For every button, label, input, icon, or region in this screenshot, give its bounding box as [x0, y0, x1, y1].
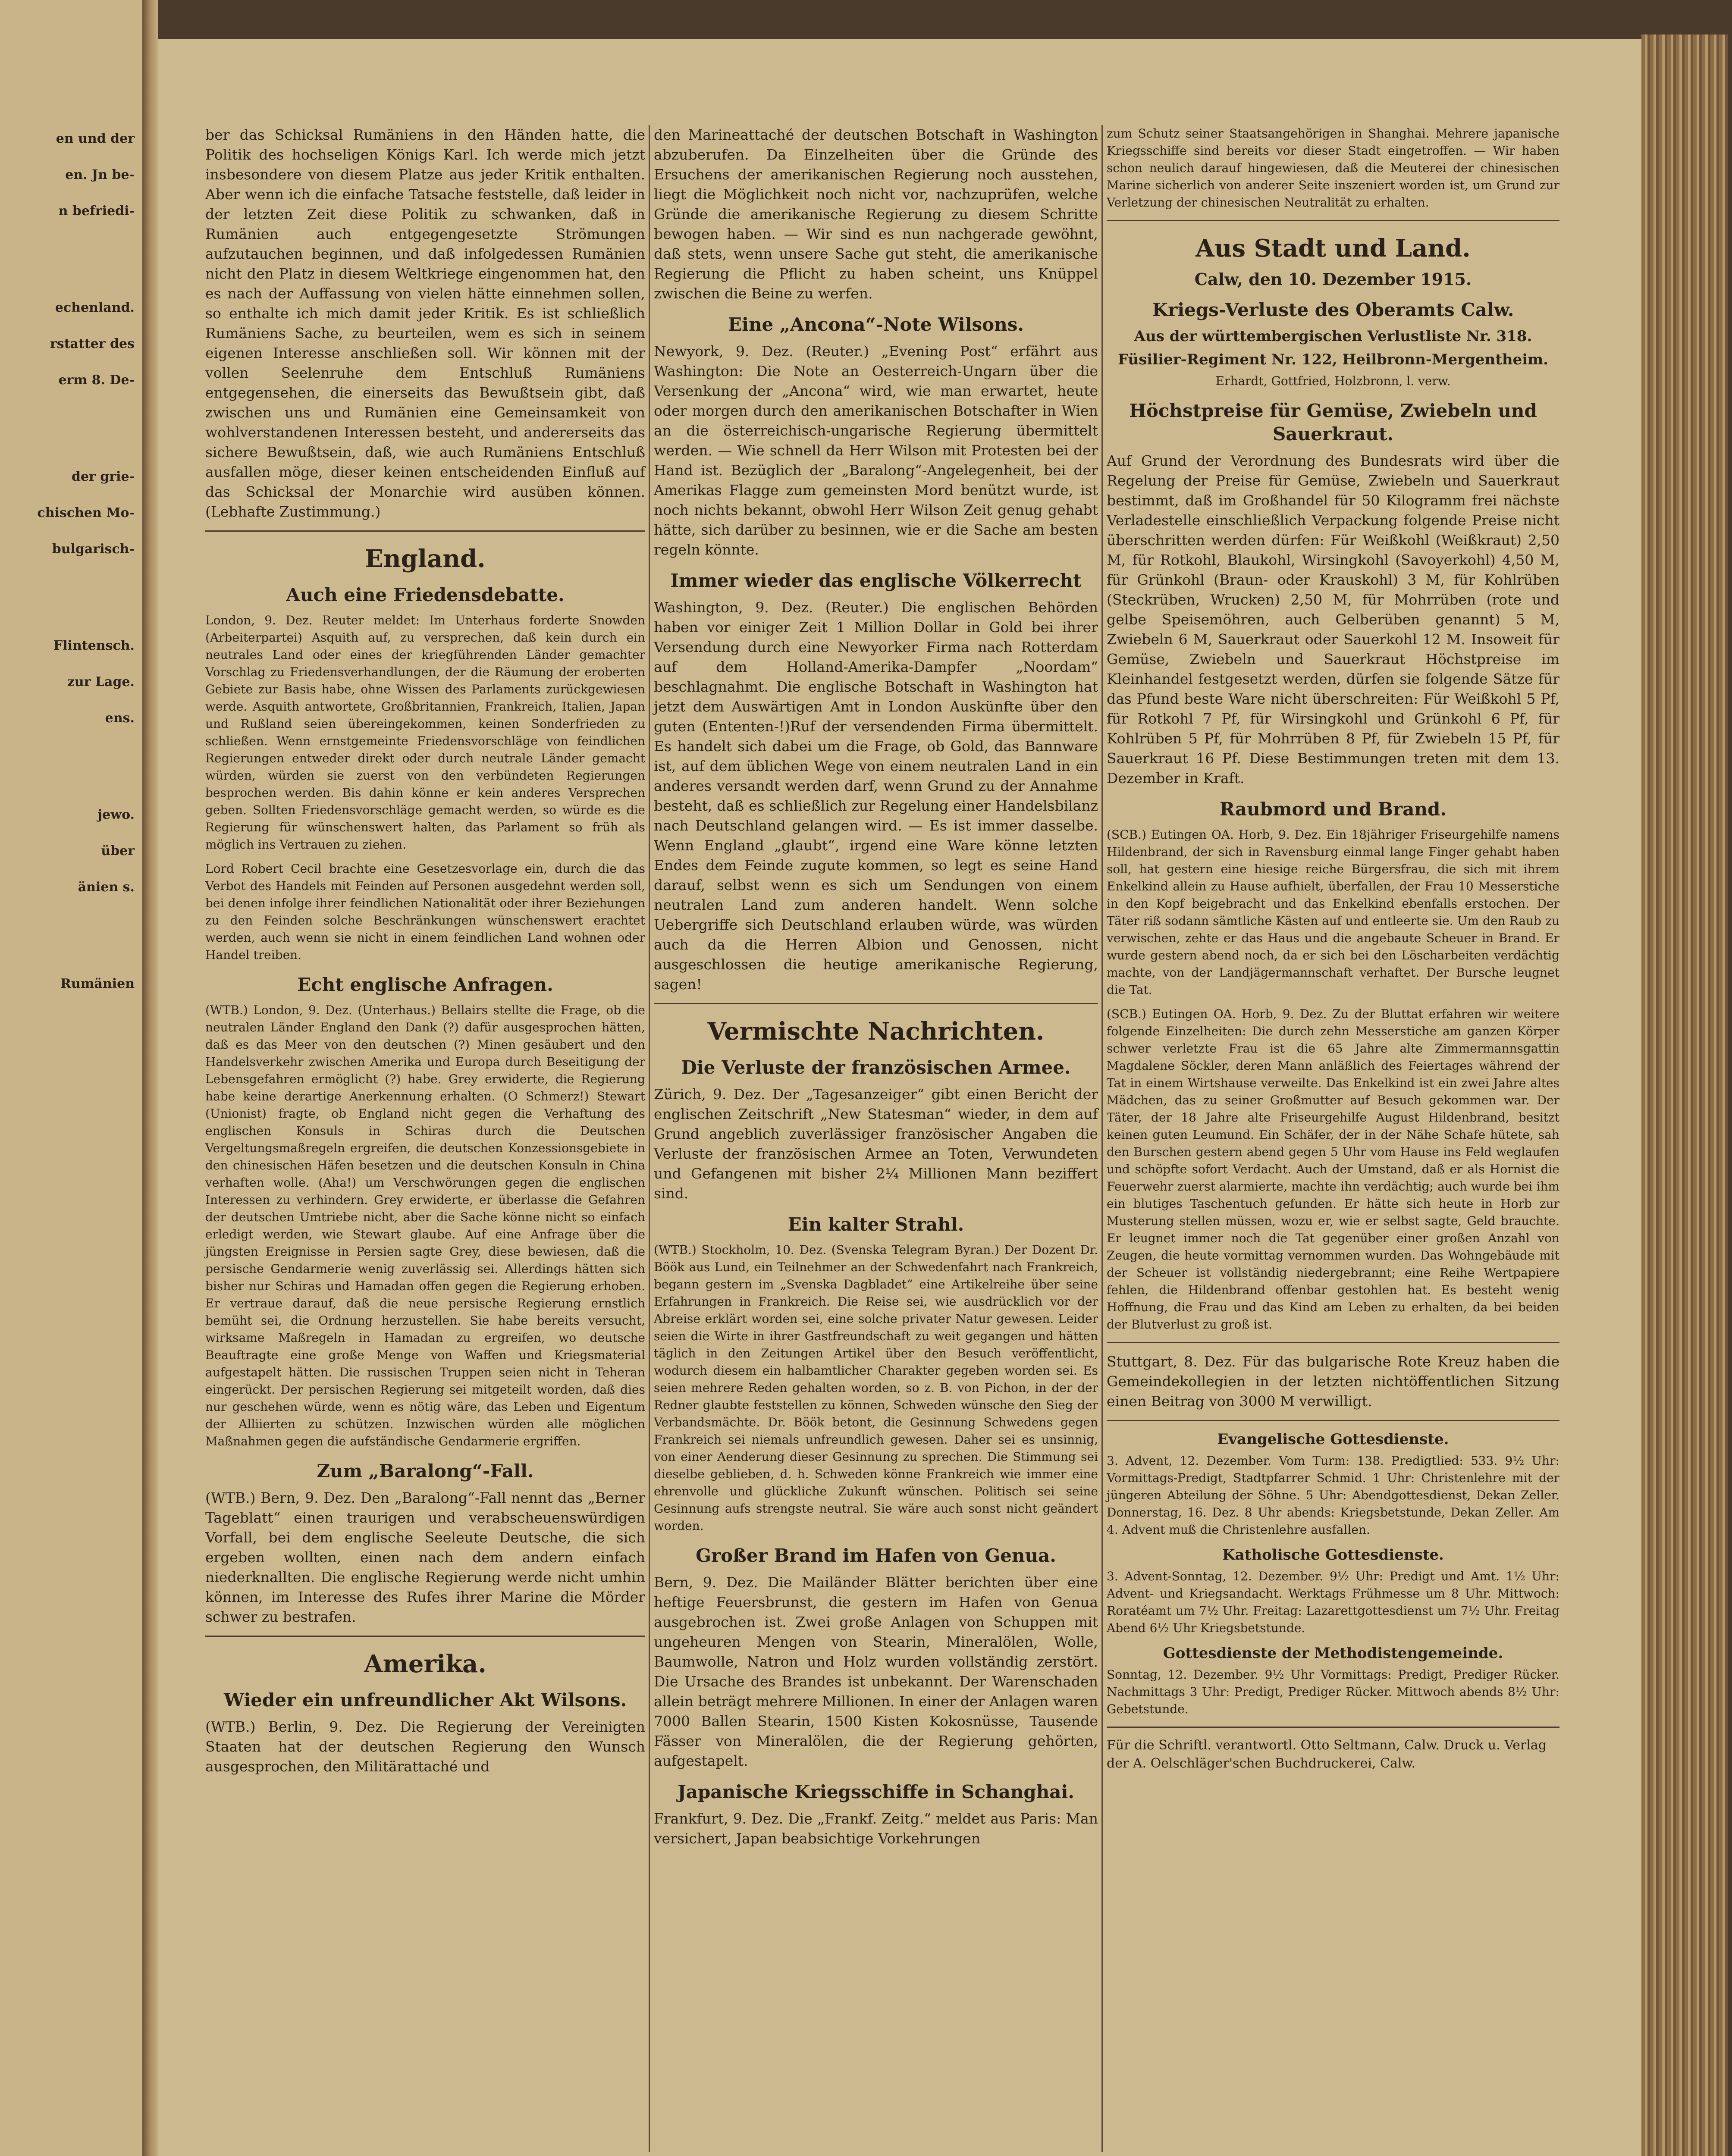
article-text: (WTB.) Berlin, 9. Dez. Die Regierung der Vereinigten Staaten hat der deutschen Regierung den Wunsch ausgesprochen, den Militärattaché und: [205, 1718, 645, 1775]
section-heading: Amerika.: [364, 1650, 486, 1678]
section-heading: Vermischte Nachrichten.: [707, 1017, 1045, 1046]
section-heading: Aus Stadt und Land.: [1195, 234, 1471, 263]
previous-page-fragment: echenland.: [55, 300, 135, 315]
previous-page-fragment: erm 8. De-: [58, 373, 135, 388]
column-rule: [649, 125, 650, 2152]
notice-heading: Evangelische Gottesdienste.: [1217, 1431, 1449, 1448]
section-rule: [1107, 220, 1559, 221]
article-text: Zürich, 9. Dez. Der „Tagesanzeiger“ gibt einen Bericht der englischen Zeitschrift „New Statesman“ wieder, in dem auf Grund angeblich zuverlässiger französischer Angaben die Verluste der französischen Armee an Toten, Verwundeten und Gefangenen mit bisher 2¼ Millionen Mann beziffert sind.: [654, 1086, 1098, 1202]
article-text: Washington, 9. Dez. (Reuter.) Die englischen Behörden haben vor einiger Zeit 1 Million Dollar in Gold bei ihrer Versendung durch eine Newyorker Firma nach Rotterdam auf dem Holland-Amerika-Dampfer „Noordam“ beschlagnahmt. Die englische Botschaft in Washington hat jetzt dem Auswärtigen Amt in London Auskünfte über den guten (Ententen-!)Ruf der versendenden Firma übermittelt. Es handelt sich dabei um die Frage, ob Gold, das Bannware ist, auf dem üblichen Wege von einem neutralen Land in ein anderes versandt werden darf, wenn Grund zu der Annahme besteht, daß es schließlich zur Regelung einer Handelsbilanz nach Deutschland gelangen wird. — Es ist immer dasselbe. Wenn England „glaubt“, irgend eine Ware könne letzten Endes dem Feinde zugute kommen, so legt es seine Hand darauf, selbst wenn es sich um Sendungen von einem neutralen Land zum anderen handelt. Wenn solche Uebergriffe sich Deutschland erlauben würde, was würden auch da die Herren Albion und Genossen, nicht ausgeschlossen die heutige amerikanische Regierung, sagen!: [654, 599, 1098, 993]
article-heading: Wieder ein unfreundlicher Akt Wilsons.: [223, 1689, 627, 1711]
article-text: (WTB.) Stockholm, 10. Dez. (Svenska Telegram Byran.) Der Dozent Dr. Böök aus Lund, ein Teilnehmer an der Schwedenfahrt nach Frankreich, begann gestern im „Svenska Dagbladet“ eine Artikelreihe über seine Erfahrungen in Frankreich. Die Reise sei, wie ausdrücklich vor der Abreise erklärt worden sei, eine solche privater Natur gewesen. Leider seien die Wirte in ihrer Gastfreundschaft zu weit gegangen und hätten täglich in den Zeitungen Artikel über den Besuch veröffentlicht, wodurch diesem ein halbamtlicher Charakter gegeben worden sei. Es seien mehrere Reden gehalten worden, so z. B. von Pichon, in der der Redner glaubte feststellen zu können, Schweden wünsche den Sieg der Verbandsmächte. Dr. Böök betont, die Gesinnung Schwedens gegen Frankreich sei niemals unfreundlich gewesen. Daher sei es unsinnig, von einer Aenderung dieser Gesinnung zu sprechen. Die Stimmung sei dieselbe geblieben, d. h. Schweden könne Frankreich wie immer eine ehrenvolle und glückliche Zukunft wünschen. Politisch sei seine Gesinnung aufs strengste neutral. Sie wäre auch sonst nicht geändert worden.: [654, 1243, 1098, 1533]
casualty-entry: Erhardt, Gottfried, Holzbronn, l. verw.: [1215, 374, 1451, 388]
previous-page-fragment: der grie-: [71, 469, 135, 484]
book-gutter: [142, 0, 158, 2156]
article-text: zum Schutz seiner Staatsangehörigen in Shanghai. Mehrere japanische Kriegsschiffe sind bereits vor dieser Stadt eingetroffen. — Wir haben schon neulich darauf hingewiesen, daß die Meuterei der chinesischen Marine sicherlich von anderer Seite inszeniert worden ist, um Grund zur Verletzung der chinesischen Neutralität zu erhalten.: [1107, 126, 1559, 210]
section-rule: [205, 1636, 645, 1637]
article-text: ber das Schicksal Rumäniens in den Händen hatte, die Politik des hochseligen Königs Karl. Ich werde mich jetzt insbesondere von diesem Platze aus jeder Kritik enthalten. Aber wenn ich die einfache Tatsache feststelle, daß leider in der letzten Zeit diese Politik zu schwanken, daß in Rumänien auch entgegengesetzte Strömungen aufzutauchen beginnen, und daß infolgedessen Rumänien nicht den Platz in diesem Weltkriege eingenommen hat, den es nach der Auffassung von vielen hätte einnehmen sollen, so enthalte ich mich damit jeder Kritik. Es ist schließlich Rumäniens Sache, zu beurteilen, wem es sich in seinem eigenen Interesse anschließen soll. Wir können mit der vollen Seelenruhe dem Entschluß Rumäniens entgegensehen, die einerseits das Bewußtsein gibt, daß zwischen uns und Rumänien eine Gemeinsamkeit von wohlverstandenen Interessen besteht, und andererseits das sichere Bewußtsein, daß, wie auch Rumäniens Entschluß ausfallen möge, dieser keinen entscheidenden Einfluß auf das Schicksal der Monarchie wird ausüben können. (Lebhafte Zustimmung.): [205, 126, 645, 520]
previous-page-fragment: jewo.: [97, 807, 135, 822]
article-text: (SCB.) Eutingen OA. Horb, 9. Dez. Zu der Bluttat erfahren wir weitere folgende Einzelheiten: Die durch zehn Messerstiche am ganzen Körper schwer verletzte Frau ist die 65 Jahre alte Zimmermannsgattin Magdalene Söckler, deren Mann anläßlich des Feiertages während der Tat in einem Wirtshause verweilte. Das Enkelkind ist ein zwei Jahre altes Mädchen, das zu seiner Großmutter auf Besuch gekommen war. Der Täter, der 18 Jahre alte Friseurgehilfe August Hildenbrand, besitzt keinen guten Leumund. Ein Schäfer, der in der Nähe Schafe hütete, sah den Burschen gestern abend gegen 5 Uhr vom Hause ins Feld weglaufen und schöpfte sofort Verdacht. Auch der Umstand, daß er als Hornist die Feuerwehr zuerst alarmierte, machte ihn verdächtig; auch wurde bei ihm ein blutiges Taschentuch gefunden. Er hätte sich heute in Horb zur Musterung stellen müssen, wozu er, wie er selbst sagte, Geld brauchte. Er leugnet immer noch die Tat gegenüber einer großen Anzahl von Zeugen, die heute vormittag vernommen wurden. Das Wohngebäude mit der Scheuer ist vollständig niedergebrannt; eine Reihe Wertpapiere fehlen, die Hildenbrand offenbar gestohlen hat. Es besteht wenig Hoffnung, die Frau und das Kind am Leben zu erhalten, da bei beiden der Blutverlust zu groß ist.: [1107, 1007, 1559, 1332]
imprint: Für die Schriftl. verantwortl. Otto Seltmann, Calw. Druck u. Verlag der A. Oelschläger'schen Buchdruckerei, Calw.: [1107, 1738, 1547, 1771]
article-heading: Zum „Baralong“-Fall.: [317, 1460, 534, 1482]
previous-page-fragment: rstatter des: [50, 336, 135, 351]
page-edge-stack: [1641, 34, 1728, 2156]
article-heading: Die Verluste der französischen Armee.: [681, 1057, 1071, 1078]
notice-text: 3. Advent, 12. Dezember. Vom Turm: 138. Predigtlied: 533. 9½ Uhr: Vormittags-Predigt, Stadtpfarrer Schmid. 1 Uhr: Christenlehre mit der jüngeren Abteilung der Söhne. 5 Uhr: Abendgottesdienst, Dekan Zeller. Donnerstag, 16. Dez. 8 Uhr abends: Kriegsbetstunde, Dekan Zeller. Am 4. Advent muß die Christenlehre ausfallen.: [1107, 1454, 1559, 1537]
previous-page-fragment: en. Jn be-: [65, 167, 135, 182]
previous-page-fragment: chischen Mo-: [37, 505, 135, 520]
section-rule: [1107, 1420, 1559, 1421]
newspaper-page: [158, 39, 1641, 2156]
article-heading: Ein kalter Strahl.: [788, 1214, 964, 1235]
previous-page-fragments: [0, 0, 142, 993]
previous-page-fragment: änien s.: [78, 880, 135, 895]
article-subheading: Füsilier-Regiment Nr. 122, Heilbronn-Mergentheim.: [1117, 351, 1549, 368]
section-rule: [1107, 1727, 1559, 1728]
section-rule: [205, 530, 645, 532]
article-subheading: Aus der württembergischen Verlustliste Nr. 318.: [1134, 328, 1532, 345]
notice-heading: Katholische Gottesdienste.: [1222, 1546, 1444, 1564]
article-text: (WTB.) London, 9. Dez. (Unterhaus.) Bellairs stellte die Frage, ob die neutralen Länder England den Dank (?) dafür ausgesprochen hätten, daß es das Meer von den deutschen (?) Minen gesäubert und den Handelsverkehr zwischen Amerika und Europa durch Beseitigung der Lebensgefahren ermöglicht (?) habe. Grey erwiderte, die Regierung habe keine derartige Anerkennung erhalten. (O Schmerz!) Stewart (Unionist) fragte, ob England nicht gegen die Verhaftung des englischen Konsuls in Schiras durch die Deutschen Vergeltungsmaßregeln ergreifen, die deutschen Konzessionsgebiete in den chinesischen Häfen besetzen und die deutschen Konsuln in China verhaften wolle. (Aha!) um Verschwörungen gegen die englischen Interessen zu verhindern. Grey erwiderte, er überlasse die Gefahren der deutschen Umtriebe nicht, aber die Sache könne nicht so einfach erledigt werden, wie Stewart glaube. Auf eine Anfrage über die jüngsten Ereignisse in Persien sagte Grey, diese bewiesen, daß die persische Gendarmerie wenig zuverlässig sei. Allerdings hätten sich bisher nur Schiras und Hamadan offen gegen die Regierung erhoben. Er vertraue darauf, daß die neue persische Regierung ernstlich bemüht sei, die Ordnung herzustellen. Sie habe bereits versucht, wirksame Maßregeln in Hamadan zu ergreifen, wo deutsche Beauftragte eine große Menge von Waffen und Kriegsmaterial aufgestapelt hätten. Die russischen Truppen seien nicht in Teheran eingerückt. Der persischen Regierung sei mitgeteilt worden, daß dies nur geschehen würde, wenn es nötig wäre, das Leben und Eigentum der Alliierten zu schützen. Inzwischen würden alle möglichen Maßnahmen gegen die aufständische Gendarmerie ergriffen.: [205, 1003, 645, 1448]
article-text: (WTB.) Bern, 9. Dez. Den „Baralong“-Fall nennt das „Berner Tageblatt“ einen traurigen und verabscheuenswürdigen Vorfall, bei dem englische Seeleute Deutsche, die sich ergeben wollten, einen nach dem andern einfach niederknallten. Die englische Regierung werde nicht umhin können, im Interesse des Rufes ihrer Marine die Mörder schwer zu bestrafen.: [205, 1489, 645, 1625]
article-heading: Kriegs-Verluste des Oberamts Calw.: [1152, 299, 1514, 320]
article-heading: Großer Brand im Hafen von Genua.: [696, 1545, 1056, 1566]
previous-page-fragment: n befriedi-: [58, 204, 135, 219]
previous-page-edge: [0, 0, 142, 2156]
previous-page-fragment: zur Lage.: [67, 674, 135, 689]
article-heading: Japanische Kriegsschiffe in Schanghai.: [677, 1781, 1075, 1802]
article-text: Lord Robert Cecil brachte eine Gesetzesvorlage ein, durch die das Verbot des Handels mit Feinden auf Personen ausgedehnt werden soll, bei denen infolge ihrer feindlichen Nationalität oder ihrer Beziehungen zu den Feinden solche Beschränkungen wünschenswert erachtet werden, auch wenn sie nicht in einem feindlichen Land wohnen oder Handel treiben.: [205, 862, 645, 962]
article-heading: Echt englische Anfragen.: [297, 974, 553, 995]
previous-page-fragment: Rumänien: [60, 976, 135, 991]
previous-page-fragment: über: [101, 843, 135, 859]
article-text: London, 9. Dez. Reuter meldet: Im Unterhaus forderte Snowden (Arbeiterpartei) Asquith auf, zu versprechen, daß kein durch ein neutrales Land oder eines der kriegführenden Länder gemachter Vorschlag zu Friedensverhandlungen, der die Räumung der eroberten Gebiete zur Basis habe, ohne Wissen des Parlaments zurückgewiesen werde. Asquith antwortete, Großbritannien, Frankreich, Italien, Japan und Rußland seien übereingekommen, keinen Sonderfrieden zu schließen. Wenn ernstgemeinte Friedensvorschläge von feindlichen Regierungen entweder direkt oder durch neutrale Länder gemacht würden, würden sie zuerst von den verbündeten Regierungen besprochen werden. Bis dahin könne er kein anderes Versprechen geben. Sollten Friedensvorschläge gemacht werden, so würde es die Regierung für wünschenswert halten, das Parlament so früh als möglich ins Vertrauen zu ziehen.: [205, 613, 645, 852]
notice-text: Sonntag, 12. Dezember. 9½ Uhr Vormittags: Predigt, Prediger Rücker. Nachmittags 3 Uhr: Predigt, Prediger Rücker. Mittwoch abends 8½ Uhr: Gebetstunde.: [1107, 1667, 1559, 1716]
article-text: den Marineattaché der deutschen Botschaft in Washington abzuberufen. Da Einzelheiten über die Gründe des Ersuchens der amerikanischen Regierung noch ausstehen, liegt die Möglichkeit noch nicht vor, nachzuprüfen, welche Gründe die amerikanische Regierung zu diesem Schritte bewogen haben. — Wir sind es nun nachgerade gewöhnt, daß stets, wenn unsere Sache gut steht, die amerikanische Regierung die Pflicht zu haben scheint, uns Knüppel zwischen die Beine zu werfen.: [654, 126, 1098, 302]
previous-page-fragment: bulgarisch-: [52, 542, 135, 557]
article-heading: Immer wieder das englische Völkerrecht: [670, 570, 1082, 591]
previous-page-fragment: Flintensch.: [53, 638, 135, 653]
dateline: Calw, den 10. Dezember 1915.: [1194, 270, 1472, 289]
article-text: Newyork, 9. Dez. (Reuter.) „Evening Post“ erfährt aus Washington: Die Note an Oesterreich-Ungarn über die Versenkung der „Ancona“ wird, wie man erwartet, heute oder morgen durch den amerikanischen Botschafter in Wien an die österreichisch-ungarische Regierung übermittelt werden. — Wie schnell da Herr Wilson mit Protesten bei der Hand ist. Bezüglich der „Baralong“-Angelegenheit, bei der Amerikas Flagge zum gemeinsten Mord benützt wurde, ist noch nichts bekannt, obwohl Herr Wilson Zeit genug gehabt hätte, sich darüber zu besinnen, wie er die Sache am besten regeln könnte.: [654, 343, 1098, 558]
column-1: [205, 125, 645, 1783]
article-heading: Eine „Ancona“-Note Wilsons.: [728, 314, 1024, 335]
column-2: [654, 125, 1098, 1855]
article-heading: Höchstpreise für Gemüse, Zwiebeln und Sauerkraut.: [1129, 400, 1537, 445]
section-rule: [1107, 1342, 1559, 1343]
article-text: Auf Grund der Verordnung des Bundesrats wird über die Regelung der Preise für Gemüse, Zwiebeln und Sauerkraut bestimmt, daß im Großhandel für 50 Kilogramm frei nächste Verladestelle einschließlich Verpackung folgende Preise nicht überschritten werden dürfen: Für Weißkohl (Weißkraut) 2,50 M, für Rotkohl, Blaukohl, Wirsingkohl (Savoyerkohl) 4,50 M, für Grünkohl (Braun- oder Krauskohl) 3 M, für Kohlrüben (Steckrüben, Wrucken) 2,50 M, für Mohrrüben (rote und gelbe Speisemöhren, auch Gelberüben genannt) 5 M, Zwiebeln 6 M, Sauerkraut oder Sauerkohl 12 M. Insoweit für Gemüse, Zwiebeln und Sauerkraut Höchstpreise im Kleinhandel festgesetzt werden, dürfen sie folgende Sätze für das Pfund beste Ware nicht überschreiten: Für Weißkohl 5 Pf, für Rotkohl 7 Pf, für Wirsingkohl und Grünkohl 6 Pf, für Kohlrüben 5 Pf, für Mohrrüben 8 Pf, für Zwiebeln 15 Pf, für Sauerkraut 16 Pf. Diese Bestimmungen treten mit dem 13. Dezember in Kraft.: [1107, 452, 1559, 787]
article-text: (SCB.) Eutingen OA. Horb, 9. Dez. Ein 18jähriger Friseurgehilfe namens Hildenbrand, der sich in Ravensburg einmal lange Finger gehabt haben soll, hat gestern eine hiesige reiche Bürgersfrau, die sich mit ihrem Enkelkind allein zu Hause aufhielt, überfallen, der Frau 10 Messerstiche in den Kopf beigebracht und das Enkelkind ebenfalls erstochen. Der Täter riß sodann sämtliche Kästen auf und entleerte sie. Um den Raub zu verwischen, zehte er das Haus und die angebaute Scheuer in Brand. Er wurde gestern abend noch, da er sich bei den Löscharbeiten verdächtig machte, von der Landjägermannschaft verhaftet. Der Bursche leugnet die Tat.: [1107, 827, 1559, 997]
article-text: Frankfurt, 9. Dez. Die „Frankf. Zeitg.“ meldet aus Paris: Man versichert, Japan beabsichtige Vorkehrungen: [654, 1810, 1098, 1847]
column-rule: [1101, 125, 1103, 2152]
article-heading: Auch eine Friedensdebatte.: [286, 584, 565, 605]
notice-heading: Gottesdienste der Methodistengemeinde.: [1163, 1645, 1503, 1662]
article-text: Bern, 9. Dez. Die Mailänder Blätter berichten über eine heftige Feuersbrunst, die gestern im Hafen von Genua ausgebrochen ist. Zwei große Anlagen von Schuppen mit ungeheuren Mengen von Stearin, Mineralölen, Wolle, Baumwolle, Natron und Holz wurden vollständig zerstört. Die Ursache des Brandes ist unbekannt. Der Warenschaden allein beträgt mehrere Millionen. In einer der Anlagen waren 7000 Ballen Stearin, 1500 Kisten Kokosnüsse, Tausende Fässer von Mineralölen, die der Regierung gehörten, aufgestapelt.: [654, 1574, 1098, 1769]
section-heading: England.: [365, 545, 486, 573]
previous-page-fragment: en und der: [56, 131, 135, 146]
article-heading: Raubmord und Brand.: [1220, 799, 1446, 820]
article-text: Stuttgart, 8. Dez. Für das bulgarische Rote Kreuz haben die Gemeindekollegien in der letzten nichtöffentlichen Sitzung einen Beitrag von 3000 M verwilligt.: [1107, 1353, 1559, 1410]
previous-page-fragment: ens.: [105, 711, 135, 726]
column-3: [1107, 125, 1559, 1773]
section-rule: [654, 1003, 1098, 1004]
notice-text: 3. Advent-Sonntag, 12. Dezember. 9½ Uhr: Predigt und Amt. 1½ Uhr: Advent- und Kriegsandacht. Werktags Frühmesse um 8 Uhr. Mittwoch: Roratéamt um 7½ Uhr. Freitag: Lazarettgottesdienst um 7½ Uhr. Freitag Abend 6½ Uhr Kriegsbetstunde.: [1107, 1569, 1559, 1635]
